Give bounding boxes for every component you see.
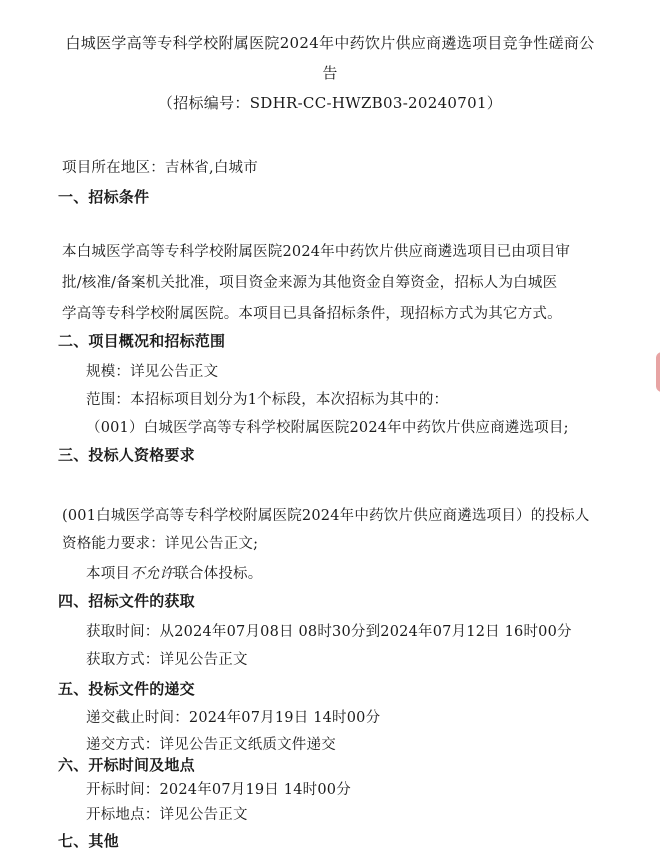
page-edge-marker: [656, 352, 660, 392]
s3-paragraph-line2: 资格能力要求：详见公告正文;: [62, 536, 259, 552]
s2-scale: 规模：详见公告正文: [86, 364, 219, 380]
section-heading-1: 一、招标条件: [58, 188, 150, 206]
region-value: 吉林省,白城市: [164, 160, 258, 176]
region-label: 项目所在地区：: [62, 160, 165, 176]
s6-open-place: 开标地点：详见公告正文: [86, 807, 248, 823]
s2-lot: （001）白城医学高等专科学校附属医院2024年中药饮片供应商遴选项目;: [86, 420, 569, 436]
s3-paragraph-line1: (001白城医学高等专科学校附属医院2024年中药饮片供应商遴选项目）的投标人: [62, 508, 590, 524]
section-heading-5: 五、投标文件的递交: [58, 680, 195, 698]
section-heading-2: 二、项目概况和招标范围: [58, 332, 226, 350]
s4-get-time: 获取时间：从2024年07月08日 08时30分到2024年07月12日 16时00分: [86, 624, 572, 640]
doc-title-line2: 告: [322, 64, 338, 82]
s1-paragraph-line2: 批/核准/备案机关批准，项目资金来源为其他资金自筹资金，招标人为白城医: [62, 275, 558, 291]
joint-bid-not-allowed: 不允许: [130, 566, 175, 582]
joint-bid-suffix: 联合体投标。: [174, 566, 263, 582]
s3-joint-bid: [86, 562, 262, 583]
tender-number: （招标编号：SDHR-CC-HWZB03-20240701）: [157, 94, 503, 112]
s5-deadline: 递交截止时间：2024年07月19日 14时00分: [86, 710, 381, 726]
section-heading-7: 七、其他: [58, 832, 119, 850]
section-heading-4: 四、招标文件的获取: [58, 592, 195, 610]
section-heading-3: 三、投标人资格要求: [58, 446, 195, 464]
project-region: [62, 156, 258, 177]
s1-paragraph-line1: 本白城医学高等专科学校附属医院2024年中药饮片供应商遴选项目已由项目审: [62, 244, 571, 260]
s4-get-method: 获取方式：详见公告正文: [86, 652, 248, 668]
section-heading-6: 六、开标时间及地点: [58, 756, 195, 774]
s1-paragraph-line3: 学高等专科学校附属医院。本项目已具备招标条件，现招标方式为其它方式。: [62, 306, 562, 322]
doc-title-line1: 白城医学高等专科学校附属医院2024年中药饮片供应商遴选项目竞争性磋商公: [65, 34, 595, 52]
joint-bid-prefix: 本项目: [86, 566, 131, 582]
s6-open-time: 开标时间：2024年07月19日 14时00分: [86, 782, 351, 798]
s2-scope: 范围：本招标项目划分为1个标段，本次招标为其中的：: [86, 392, 449, 408]
s5-method: 递交方式：详见公告正文纸质文件递交: [86, 737, 336, 753]
